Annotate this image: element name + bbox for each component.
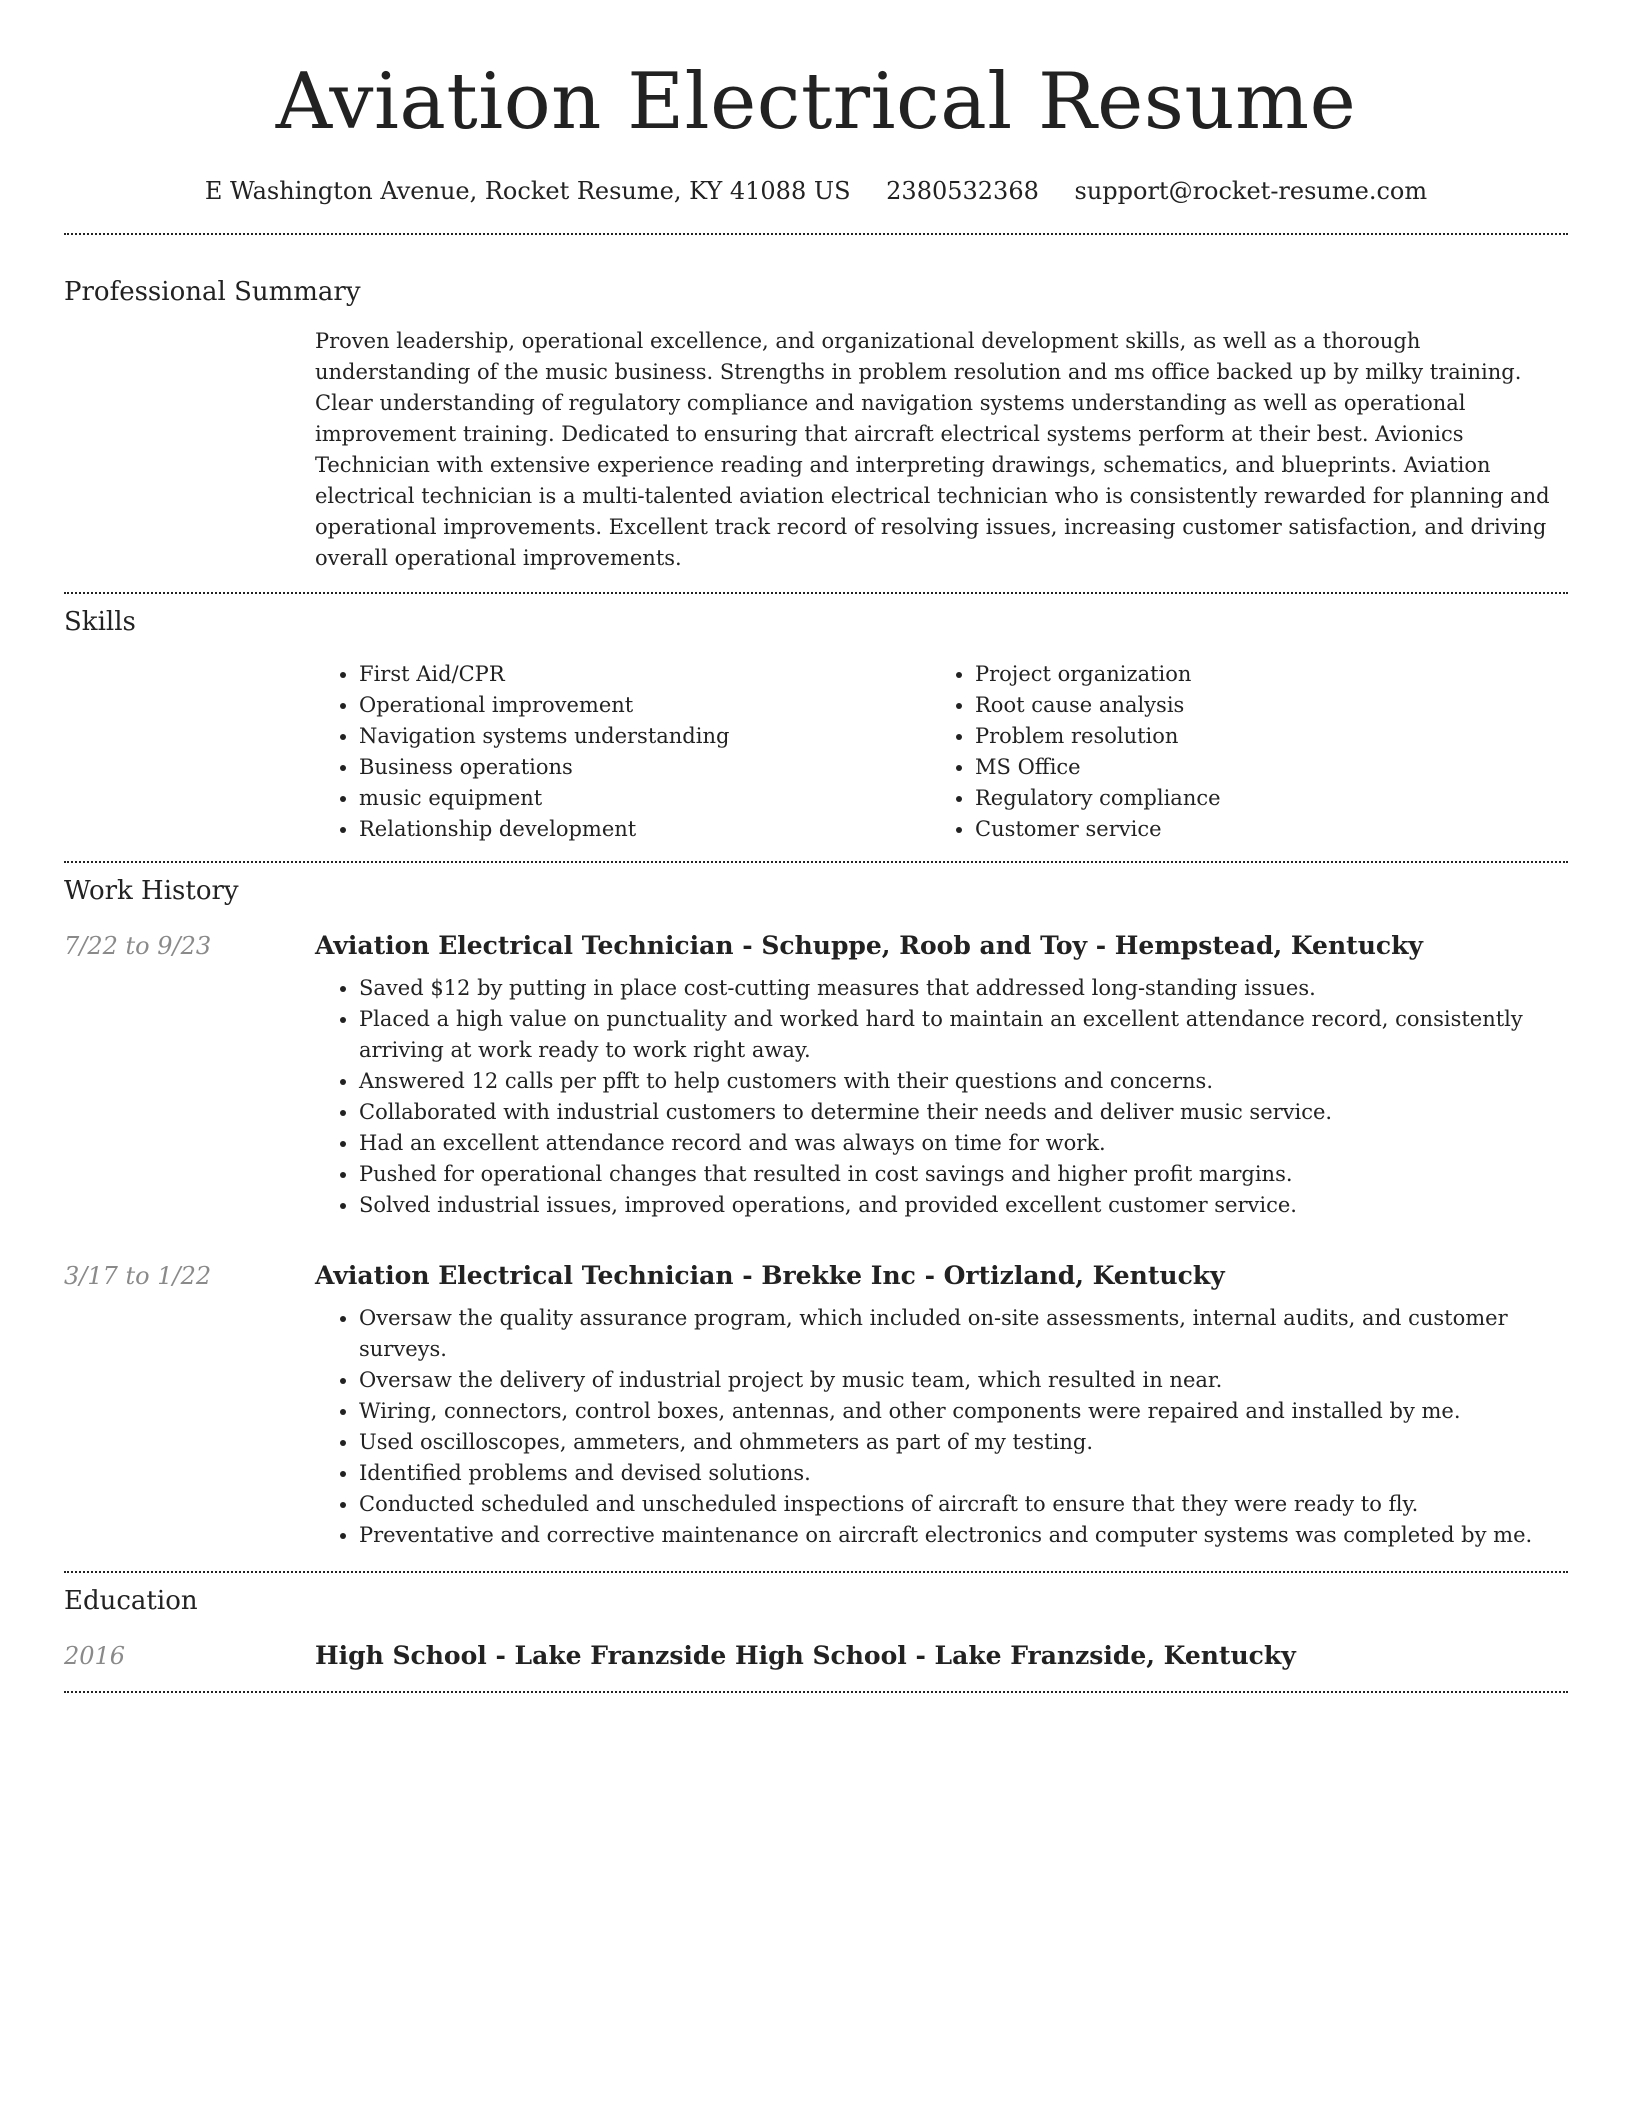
job-bullet: • Wiring, connectors, control boxes, antennas, and other components were repaired and installed by me. bbox=[359, 1396, 1568, 1427]
education-date: 2016 bbox=[64, 1642, 126, 1670]
job-bullet: • Collaborated with industrial customers to determine their needs and deliver music service. bbox=[359, 1097, 1568, 1128]
job-bullet: • Oversaw the quality assurance program, which included on-site assessments, internal audits, and customer surveys. bbox=[359, 1303, 1568, 1365]
job-title: Aviation Electrical Technician - Schuppe, Roob and Toy - Hempstead, Kentucky bbox=[315, 931, 1423, 960]
summary-section bbox=[64, 235, 1568, 574]
skill-item: • Project organization bbox=[975, 659, 1547, 690]
section-title-skills: Skills bbox=[64, 607, 136, 637]
job-entry bbox=[64, 1259, 1568, 1551]
contact-line bbox=[64, 174, 1568, 208]
job-bullet: • Saved $12 by putting in place cost-cutting measures that addressed long-standing issues. bbox=[359, 973, 1568, 1004]
job-bullet: • Oversaw the delivery of industrial project by music team, which resulted in near. bbox=[359, 1365, 1568, 1396]
skill-item: • Root cause analysis bbox=[975, 690, 1547, 721]
job-bullet: • Answered 12 calls per pfft to help customers with their questions and concerns. bbox=[359, 1066, 1568, 1097]
skills-column-right bbox=[931, 659, 1547, 845]
education-section bbox=[64, 1573, 1568, 1673]
section-title-education: Education bbox=[64, 1586, 198, 1616]
job-bullet: • Identified problems and devised solutions. bbox=[359, 1458, 1568, 1489]
job-entry bbox=[64, 929, 1568, 1221]
skill-item: • Business operations bbox=[359, 752, 931, 783]
job-bullet: • Pushed for operational changes that resulted in cost savings and higher profit margins. bbox=[359, 1159, 1568, 1190]
resume-title: Aviation Electrical Resume bbox=[275, 57, 1357, 147]
section-title-work: Work History bbox=[64, 876, 239, 906]
skills-list bbox=[315, 659, 1568, 845]
job-title: Aviation Electrical Technician - Brekke Inc - Ortizland, Kentucky bbox=[315, 1261, 1225, 1290]
skill-item: • Problem resolution bbox=[975, 721, 1547, 752]
job-bullets bbox=[315, 973, 1568, 1221]
job-bullet: • Placed a high value on punctuality and worked hard to maintain an excellent attendance record, consistently arriving at work ready to work right away. bbox=[359, 1004, 1568, 1066]
job-body bbox=[315, 929, 1568, 1221]
skill-item: • music equipment bbox=[359, 783, 931, 814]
skill-item: • Customer service bbox=[975, 814, 1547, 845]
contact-address: E Washington Avenue, Rocket Resume, KY 41088 US bbox=[204, 177, 851, 205]
skill-item: • Regulatory compliance bbox=[975, 783, 1547, 814]
job-bullet: • Had an excellent attendance record and was always on time for work. bbox=[359, 1128, 1568, 1159]
job-bullets bbox=[315, 1303, 1568, 1551]
skill-item: • First Aid/CPR bbox=[359, 659, 931, 690]
job-bullet: • Solved industrial issues, improved operations, and provided excellent customer service. bbox=[359, 1190, 1568, 1221]
section-title-summary: Professional Summary bbox=[64, 277, 361, 307]
skill-item: • Operational improvement bbox=[359, 690, 931, 721]
summary-content bbox=[315, 326, 1568, 574]
education-entry bbox=[64, 1639, 1568, 1673]
job-date: 3/17 to 1/22 bbox=[64, 1262, 212, 1290]
contact-phone: 2380532368 bbox=[886, 177, 1039, 205]
education-body bbox=[315, 1639, 1568, 1673]
job-bullet: • Preventative and corrective maintenance on aircraft electronics and computer systems was completed by me. bbox=[359, 1520, 1568, 1551]
skills-section bbox=[64, 594, 1568, 845]
contact-email: support@rocket-resume.com bbox=[1074, 177, 1428, 205]
job-bullet: • Conducted scheduled and unscheduled inspections of aircraft to ensure that they were ready to fly. bbox=[359, 1489, 1568, 1520]
skill-item: • Relationship development bbox=[359, 814, 931, 845]
divider bbox=[64, 1691, 1568, 1693]
skill-item: • Navigation systems understanding bbox=[359, 721, 931, 752]
job-bullet: • Used oscilloscopes, ammeters, and ohmmeters as part of my testing. bbox=[359, 1427, 1568, 1458]
education-title: High School - Lake Franzside High School - Lake Franzside, Kentucky bbox=[315, 1641, 1296, 1670]
job-date: 7/22 to 9/23 bbox=[64, 932, 212, 960]
skill-item: • MS Office bbox=[975, 752, 1547, 783]
skills-column-left bbox=[315, 659, 931, 845]
work-section bbox=[64, 863, 1568, 1551]
summary-text: Proven leadership, operational excellence, and organizational development skills, as well as a thorough understanding of the music business. Strengths in problem resolution and ms office backed up by milky training. Clear understanding of regulatory compliance and navigation systems understanding as well as operational improvement training. Dedicated to ensuring that aircraft electrical systems perform at their best. Avionics Technician with extensive experience reading and interpreting drawings, schematics, and blueprints. Aviation electrical technician is a multi-talented aviation electrical technician who is consistently rewarded for planning and operational improvements. Excellent track record of resolving issues, increasing customer satisfaction, and driving overall operational improvements. bbox=[315, 329, 1550, 570]
job-body bbox=[315, 1259, 1568, 1551]
